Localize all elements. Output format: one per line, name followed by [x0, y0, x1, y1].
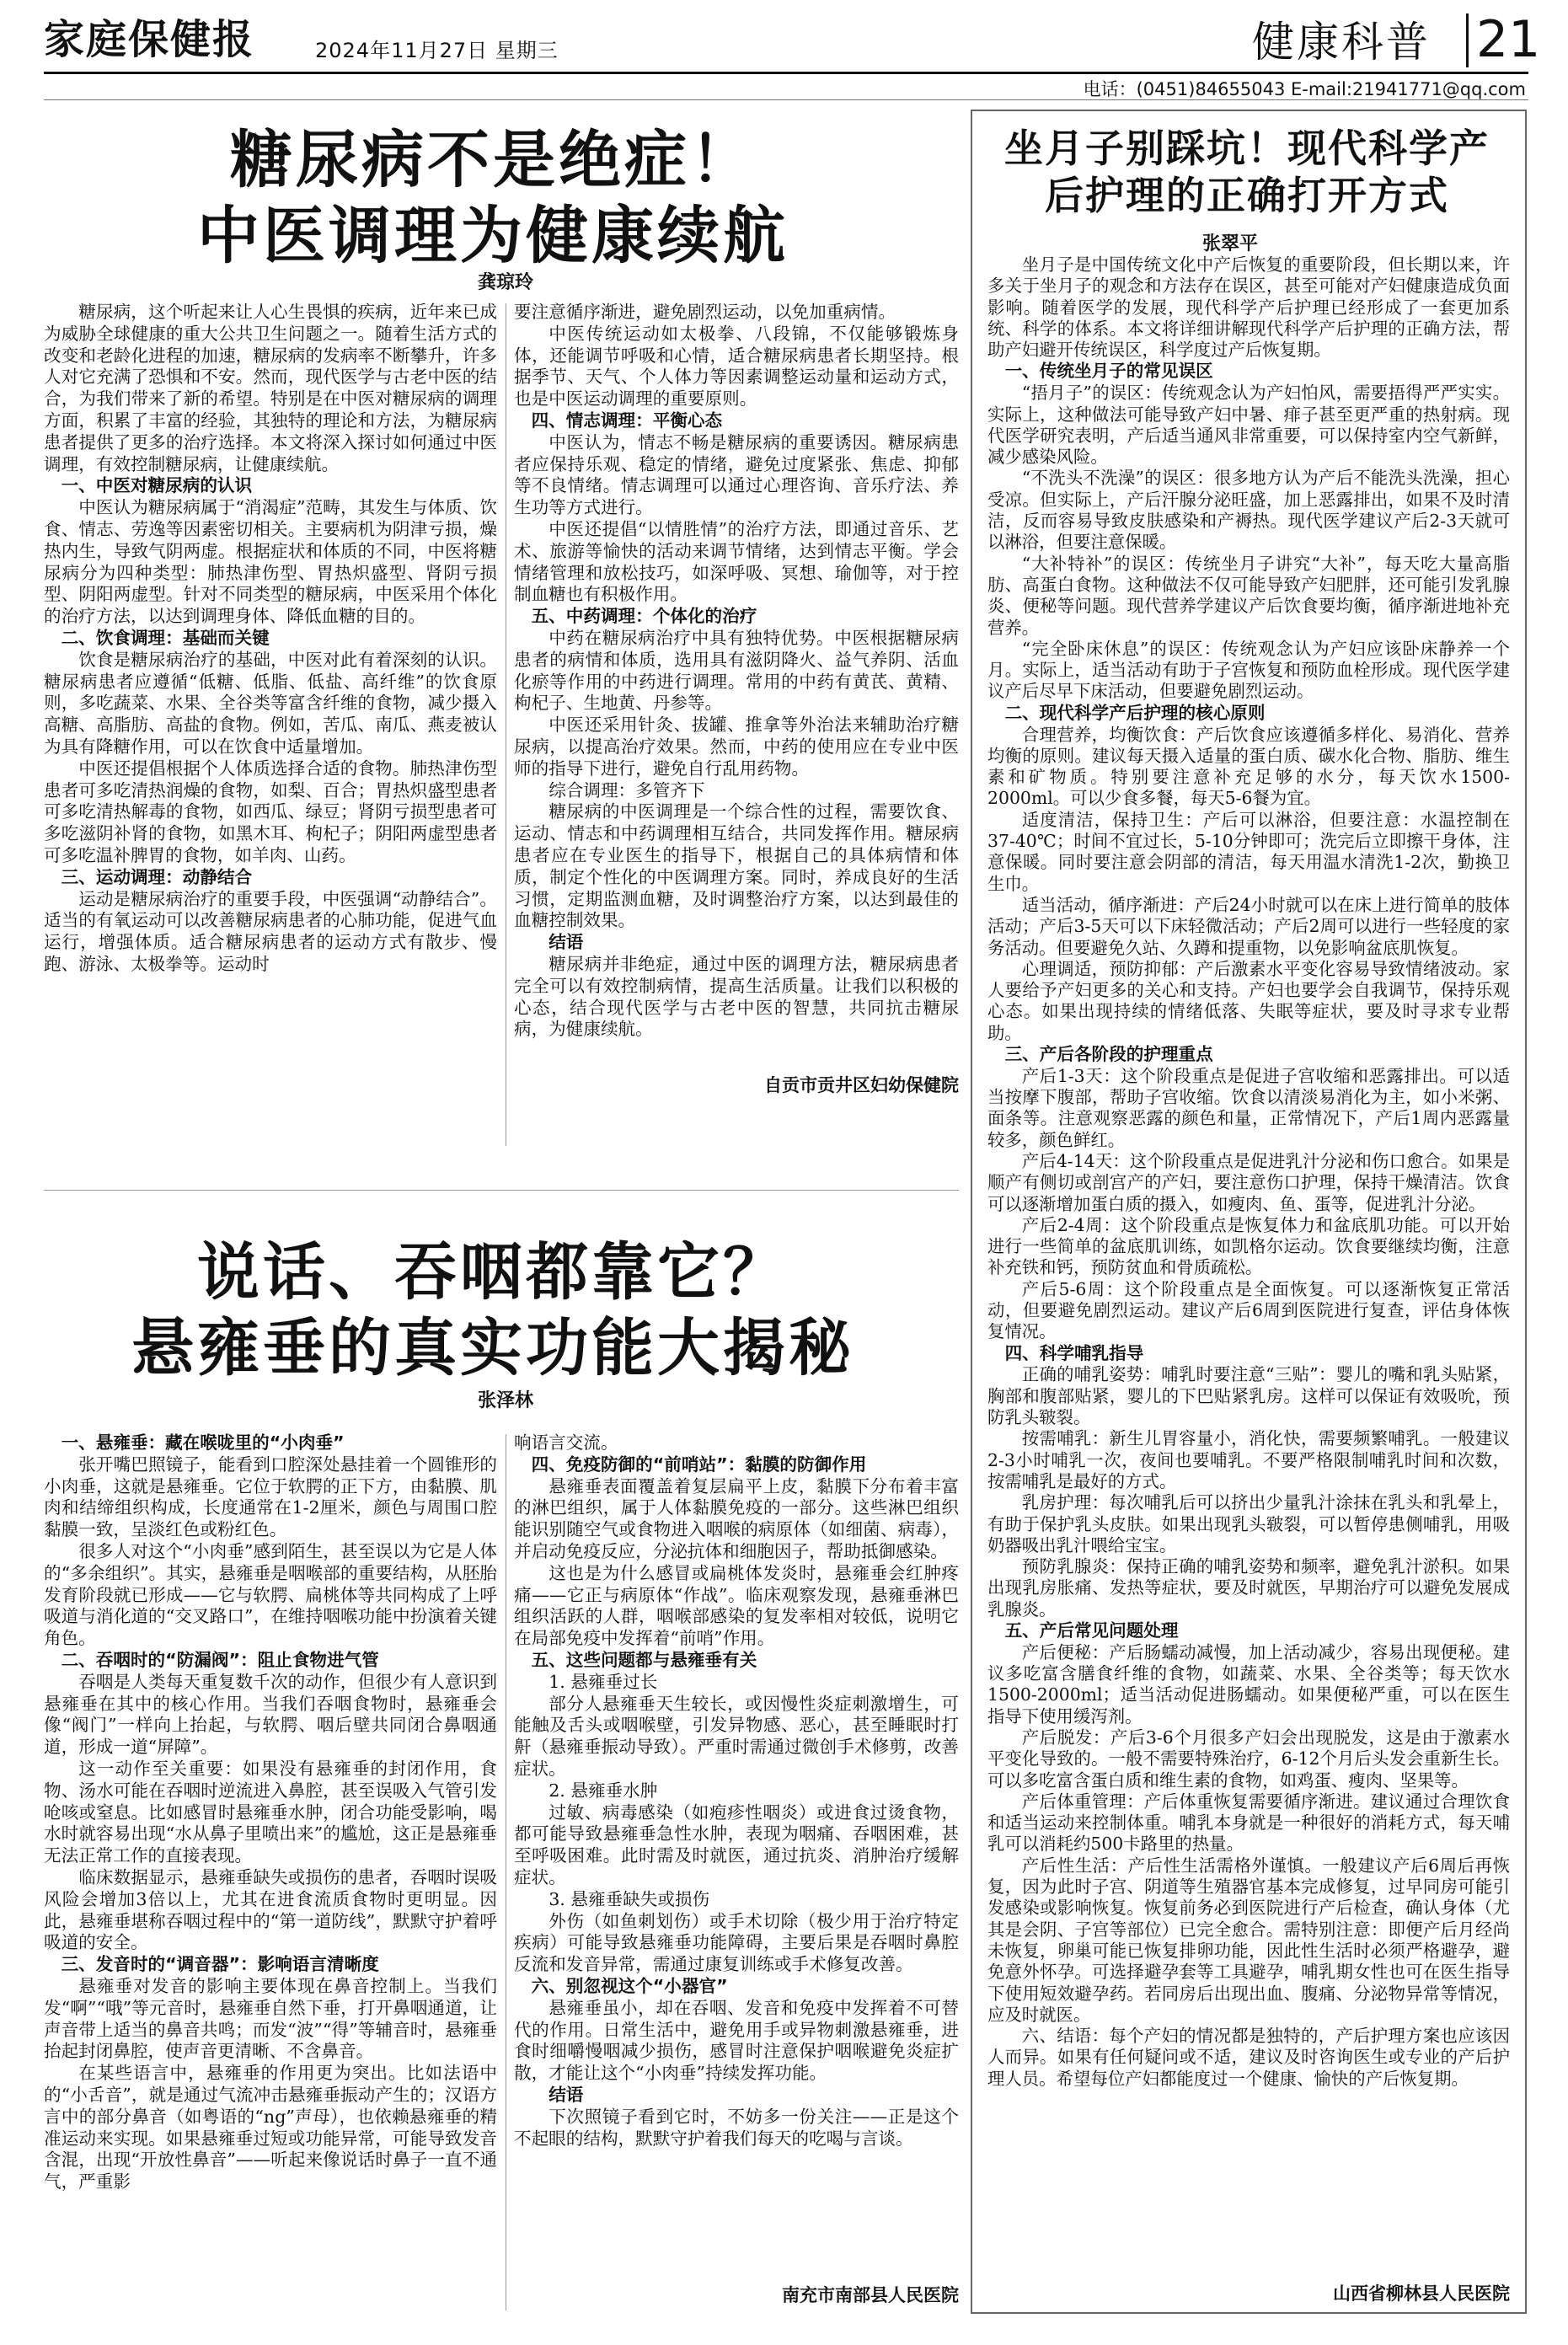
paragraph: 产后5-6周：这个阶段重点是全面恢复。可以逐渐恢复正常活动，但要避免剧烈运动。建议产后6周到医院进行复查，评估身体恢复情况。 — [987, 1278, 1510, 1342]
masthead — [44, 10, 1541, 71]
paragraph: 产后性生活：产后性生活需格外谨慎。一般建议产后6周后再恢复，因为此时子宫、阴道等生殖器官基本完成修复，过早同房可能引发感染或影响恢复。恢复前务必到医院进行产后检查，确认身体（尤其是会阴、子宫等部位）已完全愈合。需特别注意：即便产后月经尚未恢复，卵巢可能已恢复排卵功能，因此性生活时必须严格避孕，避免意外怀孕。可选择避孕套等工具避孕，哺乳期女性也可在医生指导下使用短效避孕药。若同房后出现出血、腹痛、分泌物异常等情况，应及时就医。 — [987, 1855, 1510, 2025]
paragraph: 过敏、病毒感染（如疱疹性咽炎）或进食过烫食物，都可能导致悬雍垂急性水肿，表现为咽痛、吞咽困难，甚至呼吸困难。此时需及时就医，通过抗炎、消肿治疗缓解症状。 — [514, 1802, 959, 1887]
paragraph: 在某些语言中，悬雍垂的作用更为突出。比如法语中的“小舌音”，就是通过气流冲击悬雍垂振动产生的；汉语方言中的部分鼻音（如粤语的“ng”声母），也依赖悬雍垂的精准运动来实现。如果悬雍垂过短或功能异常，可能导致发音含混，出现“开放性鼻音”——听起来像说话时鼻子一直不通气，严重影 — [44, 2063, 497, 2192]
paragraph: “捂月子”的误区：传统观念认为产妇怕风，需要捂得严严实实。实际上，这种做法可能导致产妇中暑、痱子甚至更严重的热射病。现代医学研究表明，产后适当通风非常重要，可以保持室内空气新鲜，减少感染风险。 — [987, 383, 1510, 468]
section-heading: 五、产后常见问题处理 — [1004, 1620, 1179, 1641]
paragraph: 糖尿病并非绝症，通过中医的调理方法，糖尿病患者完全可以有效控制病情，提高生活质量。让我们以积极的心态，结合现代医学与古老中医的智慧，共同抗击糖尿病，为健康续航。 — [514, 953, 959, 1040]
paragraph: 响语言交流。 — [514, 1432, 618, 1453]
article1-column-right — [514, 302, 959, 1062]
page-number: 21 — [1476, 10, 1541, 69]
paragraph: 中医传统运动如太极拳、八段锦，不仅能够锻炼身体，还能调节呼吸和心情，适合糖尿病患者长期坚持。根据季节、天气、个人体力等因素调整运动量和运动方式，也是中医运动调理的重要原则。 — [514, 323, 959, 410]
article1-title — [126, 122, 859, 275]
section-heading: 一、悬雍垂：藏在喉咙里的“小肉垂” — [61, 1432, 345, 1453]
paragraph: 张开嘴巴照镜子，能看到口腔深处悬挂着一个圆锥形的小肉垂，这就是悬雍垂。它位于软腭的正下方，由黏膜、肌肉和结缔组织构成，长度通常在1-2厘米，颜色与周围口腔黏膜一致，呈淡红色或粉红色。 — [44, 1454, 497, 1540]
article2-title-line2: 悬雍垂的真实功能大揭秘 — [131, 1312, 854, 1385]
paragraph: 运动是糖尿病治疗的重要手段，中医强调“动静结合”。适当的有氧运动可以改善糖尿病患者的心肺功能，促进气血运行，增强体质。适合糖尿病患者的运动方式有散步、慢跑、游泳、太极拳等。运动时 — [44, 888, 497, 974]
paragraph: 这也是为什么感冒或扁桃体发炎时，悬雍垂会红肿疼痛——它正与病原体“作战”。临床观察发现，悬雍垂淋巴组织活跃的人群，咽喉部感染的复发率相对较低，说明它在局部免疫中发挥着“前哨”作用。 — [514, 1562, 959, 1649]
paragraph: 部分人悬雍垂天生较长，或因慢性炎症刺激增生，可能触及舌头或咽喉壁，引发异物感、恶心，甚至睡眠时打鼾（悬雍垂振动导致）。严重时需通过微创手术修剪，改善症状。 — [514, 1693, 959, 1779]
paragraph: 乳房护理：每次哺乳后可以挤出少量乳汁涂抹在乳头和乳晕上，有助于保护乳头皮肤。如果出现乳头皲裂，可以暂停患侧哺乳，用吸奶器吸出乳汁喂给宝宝。 — [987, 1492, 1510, 1555]
section-heading: 一、传统坐月子的常见误区 — [1004, 361, 1213, 382]
section-heading: 四、情志调理：平衡心态 — [531, 410, 723, 431]
paragraph: 2. 悬雍垂水肿 — [549, 1780, 658, 1801]
paragraph: 中医认为糖尿病属于“消渴症”范畴，其发生与体质、饮食、情志、劳逸等因素密切相关。主要病机为阴津亏损，燥热内生，导致气阴两虚。根据症状和体质的不同，中医将糖尿病分为四种类型：肺热津伤型、胃热炽盛型、肾阴亏损型、阴阳两虚型。针对不同类型的糖尿病，中医采用个体化的治疗方法，以达到调理身体、降低血糖的目的。 — [44, 497, 497, 627]
paragraph: 六、结语：每个产妇的情况都是独特的，产后护理方案也应该因人而异。如果有任何疑问或不适，建议及时咨询医生或专业的产后护理人员。希望每位产妇都能度过一个健康、愉快的产后恢复期。 — [987, 2026, 1510, 2089]
article3-body — [987, 254, 1510, 2270]
paragraph: 心理调适，预防抑郁：产后激素水平变化容易导致情绪波动。家人要给予产妇更多的关心和支持。产妇也要学会自我调节，保持乐观心态。如果出现持续的情绪低落、失眠等症状，要及时寻求专业帮助。 — [987, 958, 1510, 1043]
article2-column-left — [44, 1432, 497, 2314]
section-heading: 二、饮食调理：基础而关键 — [61, 627, 270, 648]
paragraph: 悬雍垂表面覆盖着复层扁平上皮，黏膜下分布着丰富的淋巴组织，属于人体黏膜免疫的一部分。这些淋巴组织能识别随空气或食物进入咽喉的病原体（如细菌、病毒），并启动免疫反应，分泌抗体和细胞因子，帮助抵御感染。 — [514, 1475, 959, 1561]
section-heading: 四、科学哺乳指导 — [1004, 1342, 1144, 1363]
article2-column-right — [514, 1432, 959, 2268]
paragraph: 产后便秘：产后肠蠕动减慢，加上活动减少，容易出现便秘。建议多吃富含膳食纤维的食物，如蔬菜、水果、全谷类等；每天饮水1500-2000ml；适当活动促进肠蠕动。如果便秘严重，可以在医生指导下使用缓泻剂。 — [987, 1641, 1510, 1727]
article2-title-line1: 说话、吞咽都靠它？ — [197, 1236, 789, 1309]
article3-title-line2: 后护理的正确打开方式 — [1045, 173, 1449, 219]
paragraph: 临床数据显示，悬雍垂缺失或损伤的患者，吞咽时误吸风险会增加3倍以上，尤其在进食流质食物时更明显。因此，悬雍垂堪称吞咽过程中的“第一道防线”，默默守护着呼吸道的安全。 — [44, 1866, 497, 1953]
paragraph: 要注意循序渐进，避免剧烈运动，以免加重病情。 — [514, 302, 896, 322]
article3-source: 山西省柳林县人民医院 — [1333, 2283, 1510, 2304]
paragraph: 产后1-3天：这个阶段重点是促进子宫收缩和恶露排出。可以适当按摩下腹部，帮助子宫收缩。饮食以清淡易消化为主，如小米粥、面条等。注意观察恶露的颜色和量，正常情况下，产后1周内恶露量较多，颜色鲜红。 — [987, 1065, 1510, 1150]
section-heading: 四、免疫防御的“前哨站”：黏膜的防御作用 — [531, 1454, 867, 1475]
article1-source: 自贡市贡井区妇幼保健院 — [764, 1075, 959, 1095]
paragraph: 1. 悬雍垂过长 — [549, 1671, 658, 1692]
newspaper-name: 家庭保健报 — [44, 16, 255, 63]
paragraph: 中医还提倡根据个人体质选择合适的食物。肺热津伤型患者可多吃清热润燥的食物，如梨、百合；胃热炽盛型患者可多吃清热解毒的食物，如西瓜、绿豆；肾阴亏损型患者可多吃滋阴补肾的食物，如黑木耳、枸杞子；阴阳两虚型患者可多吃温补脾胃的食物，如羊肉、山药。 — [44, 758, 497, 865]
section-heading: 二、吞咽时的“防漏阀”：阻止食物进气管 — [61, 1649, 379, 1670]
masthead-rule — [44, 72, 1528, 74]
section-name: 健康科普 — [1252, 18, 1431, 67]
section-heading: 三、发音时的“调音器”：影响语言清晰度 — [61, 1954, 379, 1975]
paragraph: 结语 — [549, 932, 584, 953]
paragraph: 外伤（如鱼刺划伤）或手术切除（极少用于治疗特定疾病）可能导致悬雍垂功能障碍，主要后果是吞咽时鼻腔反流和发音异常，需通过康复训练或手术修复改善。 — [514, 1910, 959, 1975]
paragraph: 中医还采用针灸、拔罐、推拿等外治法来辅助治疗糖尿病，以提高治疗效果。然而，中药的使用应在专业中医师的指导下进行，避免自行乱用药物。 — [514, 715, 959, 779]
article3-title — [986, 125, 1508, 219]
masthead-divider — [1466, 13, 1469, 67]
article3-title-line1: 坐月子别踩坑！现代科学产 — [1004, 126, 1490, 171]
paragraph: 结语 — [549, 2084, 584, 2105]
issue-date: 2024年11月27日 星期三 — [315, 39, 559, 62]
article1-column-left — [44, 302, 497, 1148]
paragraph: “不洗头不洗澡”的误区：很多地方认为产后不能洗头洗澡，担心受凉。但实际上，产后汗腺分泌旺盛，加上恶露排出，如果不及时清洁，反而容易导致皮肤感染和产褥热。现代医学建议产后2-3天就可以淋浴，但要注意保暖。 — [987, 468, 1510, 553]
paragraph: 产后体重管理：产后体重恢复需要循序渐进。建议通过合理饮食和适当运动来控制体重。哺乳本身就是一种很好的消耗方式，每天哺乳可以消耗约500卡路里的热量。 — [987, 1791, 1510, 1855]
paragraph: 中药在糖尿病治疗中具有独特优势。中医根据糖尿病患者的病情和体质，选用具有滋阴降火、益气养阴、活血化瘀等作用的中药进行调理。常用的中药有黄芪、黄精、枸杞子、生地黄、丹参等。 — [514, 627, 959, 714]
paragraph: 很多人对这个“小肉垂”感到陌生，甚至误以为它是人体的“多余组织”。其实，悬雍垂是咽喉部的重要结构，从胚胎发育阶段就已形成——它与软腭、扁桃体等共同构成了上呼吸道与消化道的“交叉路口”，在维持咽喉功能中扮演着关键角色。 — [44, 1540, 497, 1649]
article2-title — [126, 1234, 859, 1387]
paragraph: 产后2-4周：这个阶段重点是恢复体力和盆底肌功能。可以开始进行一些简单的盆底肌训练，如凯格尔运动。饮食要继续均衡，注意补充铁和钙，预防贫血和骨质疏松。 — [987, 1214, 1510, 1278]
paragraph: 坐月子是中国传统文化中产后恢复的重要阶段，但长期以来，许多关于坐月子的观念和方法存在误区，甚至可能对产妇健康造成负面影响。随着医学的发展，现代科学产后护理已经形成了一套更加系统、科学的体系。本文将详细讲解现代科学产后护理的正确方法，帮助产妇避开传统误区，科学度过产后恢复期。 — [987, 254, 1510, 361]
paragraph: 悬雍垂虽小，却在吞咽、发音和免疫中发挥着不可替代的作用。日常生活中，避免用手或异物刺激悬雍垂，进食时细嚼慢咽减少损伤，感冒时注意保护咽喉避免炎症扩散，才能让这个“小肉垂”持续发挥功能。 — [514, 1997, 959, 2084]
paragraph: 下次照镜子看到它时，不妨多一份关注——正是这个不起眼的结构，默默守护着我们每天的吃喝与言谈。 — [514, 2106, 959, 2149]
section-heading: 五、这些问题都与悬雍垂有关 — [531, 1649, 757, 1670]
paragraph: 糖尿病，这个听起来让人心生畏惧的疾病，近年来已成为威胁全球健康的重大公共卫生问题之一。随着生活方式的改变和老龄化进程的加速，糖尿病的发病率不断攀升，许多人对它充满了恐惧和不安。然而，现代医学与古老中医的结合，为我们带来了新的希望。特别是在中医对糖尿病的调理方面，积累了丰富的经验，其独特的理论和方法，为糖尿病患者提供了更多的治疗选择。本文将深入探讨如何通过中医调理，有效控制糖尿病，让健康续航。 — [44, 302, 497, 474]
article3-author: 张翠平 — [1201, 233, 1258, 254]
section-heading: 二、现代科学产后护理的核心原则 — [1004, 702, 1266, 723]
section-heading: 三、运动调理：动静结合 — [61, 866, 253, 887]
paragraph: 合理营养，均衡饮食：产后饮食应该遵循多样化、易消化、营养均衡的原则。建议每天摄入适量的蛋白质、碳水化合物、脂肪、维生素和矿物质。特别要注意补充足够的水分，每天饮水1500-2000ml。可以少食多餐，每天5-6餐为宜。 — [987, 724, 1510, 809]
paragraph: “大补特补”的误区：传统坐月子讲究“大补”，每天吃大量高脂肪、高蛋白食物。这种做法不仅可能导致产妇肥胖，还可能引发乳腺炎、便秘等问题。现代营养学建议产后饮食要均衡，循序渐进地补充营养。 — [987, 553, 1510, 638]
contact-rule — [44, 99, 1528, 100]
paragraph: 按需哺乳：新生儿胃容量小，消化快，需要频繁哺乳。一般建议2-3小时哺乳一次，夜间也要哺乳。不要严格限制哺乳时间和次数，按需哺乳是最好的方式。 — [987, 1428, 1510, 1491]
paragraph: 产后4-14天：这个阶段重点是促进乳汁分泌和伤口愈合。如果是顺产有侧切或剖宫产的产妇，要注意伤口护理，保持干燥清洁。饮食可以逐渐增加蛋白质的摄入，如瘦肉、鱼、蛋等，促进乳汁分泌。 — [987, 1150, 1510, 1214]
paragraph: 正确的哺乳姿势：哺乳时要注意“三贴”：婴儿的嘴和乳头贴紧，胸部和腹部贴紧，婴儿的下巴贴紧乳房。这样可以保证有效吸吮，预防乳头皲裂。 — [987, 1364, 1510, 1428]
section-heading: 六、别忽视这个“小器官” — [531, 1975, 728, 1996]
article1-title-line1: 糖尿病不是绝症！ — [230, 124, 756, 196]
article-divider — [44, 1190, 959, 1191]
paragraph: 综合调理：多管齐下 — [549, 779, 705, 800]
paragraph: “完全卧床休息”的误区：传统观念认为产妇应该卧床静养一个月。实际上，适当活动有助于子宫恢复和预防血栓形成。现代医学建议产后尽早下床活动，但要避免剧烈运动。 — [987, 638, 1510, 702]
paragraph: 这一动作至关重要：如果没有悬雍垂的封闭作用，食物、汤水可能在吞咽时逆流进入鼻腔，甚至误吸入气管引发呛咳或窒息。比如感冒时悬雍垂水肿，闭合功能受影响，喝水时就容易出现“水从鼻子里喷出来”的尴尬，这正是悬雍垂无法正常工作的直接表现。 — [44, 1758, 497, 1866]
article1-author: 龚琼玲 — [477, 272, 533, 293]
paragraph: 悬雍垂对发音的影响主要体现在鼻音控制上。当我们发“啊”“哦”等元音时，悬雍垂自然下垂，打开鼻咽通道，让声音带上适当的鼻音共鸣；而发“波”“得”等辅音时，悬雍垂抬起封闭鼻腔，使声音更清晰、不含鼻音。 — [44, 1975, 497, 2062]
paragraph: 糖尿病的中医调理是一个综合性的过程，需要饮食、运动、情志和中药调理相互结合，共同发挥作用。糖尿病患者应在专业医生的指导下，根据自己的具体病情和体质，制定个性化的中医调理方案。同时，养成良好的生活习惯，定期监测血糖，及时调整治疗方案，以达到最佳的血糖控制效果。 — [514, 801, 959, 931]
paragraph: 预防乳腺炎：保持正确的哺乳姿势和频率，避免乳汁淤积。如果出现乳房胀痛、发热等症状，要及时就医，早期治疗可以避免发展成乳腺炎。 — [987, 1556, 1510, 1620]
paragraph: 3. 悬雍垂缺失或损伤 — [549, 1888, 710, 1909]
article2-source: 南充市南部县人民医院 — [782, 2285, 959, 2305]
paragraph: 饮食是糖尿病治疗的基础，中医对此有着深刻的认识。糖尿病患者应遵循“低糖、低脂、低盐、高纤维”的饮食原则，多吃蔬菜、水果、全谷类等富含纤维的食物，减少摄入高糖、高脂肪、高盐的食物。例如，苦瓜、南瓜、燕麦被认为具有降糖作用，可以在饮食中适量增加。 — [44, 649, 497, 757]
section-heading: 三、产后各阶段的护理重点 — [1004, 1043, 1213, 1064]
paragraph: 中医认为，情志不畅是糖尿病的重要诱因。糖尿病患者应保持乐观、稳定的情绪，避免过度紧张、焦虑、抑郁等不良情绪。情志调理可以通过心理咨询、音乐疗法、养生功等方式进行。 — [514, 431, 959, 518]
article1-title-line2: 中医调理为健康续航 — [197, 200, 789, 273]
article2-author: 张泽林 — [477, 1390, 533, 1411]
paragraph: 适当活动，循序渐进：产后24小时就可以在床上进行简单的肢体活动；产后3-5天可以下床轻微活动；产后2周可以进行一些轻度的家务活动。但要避免久站、久蹲和提重物，以免影响盆底肌恢复。 — [987, 894, 1510, 958]
section-heading: 五、中药调理：个体化的治疗 — [531, 606, 757, 627]
paragraph: 中医还提倡“以情胜情”的治疗方法，即通过音乐、艺术、旅游等愉快的活动来调节情绪，达到情志平衡。学会情绪管理和放松技巧，如深呼吸、冥想、瑜伽等，对于控制血糖也有积极作用。 — [514, 518, 959, 605]
paragraph: 适度清洁，保持卫生：产后可以淋浴，但要注意：水温控制在37-40℃；时间不宜过长，5-10分钟即可；洗完后立即擦干身体，注意保暖。同时要注意会阴部的清洁，每天用温水清洗1-2次，勤换卫生巾。 — [987, 809, 1510, 894]
paragraph: 产后脱发：产后3-6个月很多产妇会出现脱发，这是由于激素水平变化导致的。一般不需要特殊治疗，6-12个月后头发会重新生长。可以多吃富含蛋白质和维生素的食物，如鸡蛋、瘦肉、坚果等。 — [987, 1727, 1510, 1791]
section-heading: 一、中医对糖尿病的认识 — [61, 475, 253, 496]
paragraph: 吞咽是人类每天重复数千次的动作，但很少有人意识到悬雍垂在其中的核心作用。当我们吞咽食物时，悬雍垂会像“阀门”一样向上抬起，与软腭、咽后壁共同闭合鼻咽通道，形成一道“屏障”。 — [44, 1671, 497, 1758]
contact-info: 电话：(0451)84655043 E-mail:21941771@qq.com — [1083, 79, 1526, 99]
